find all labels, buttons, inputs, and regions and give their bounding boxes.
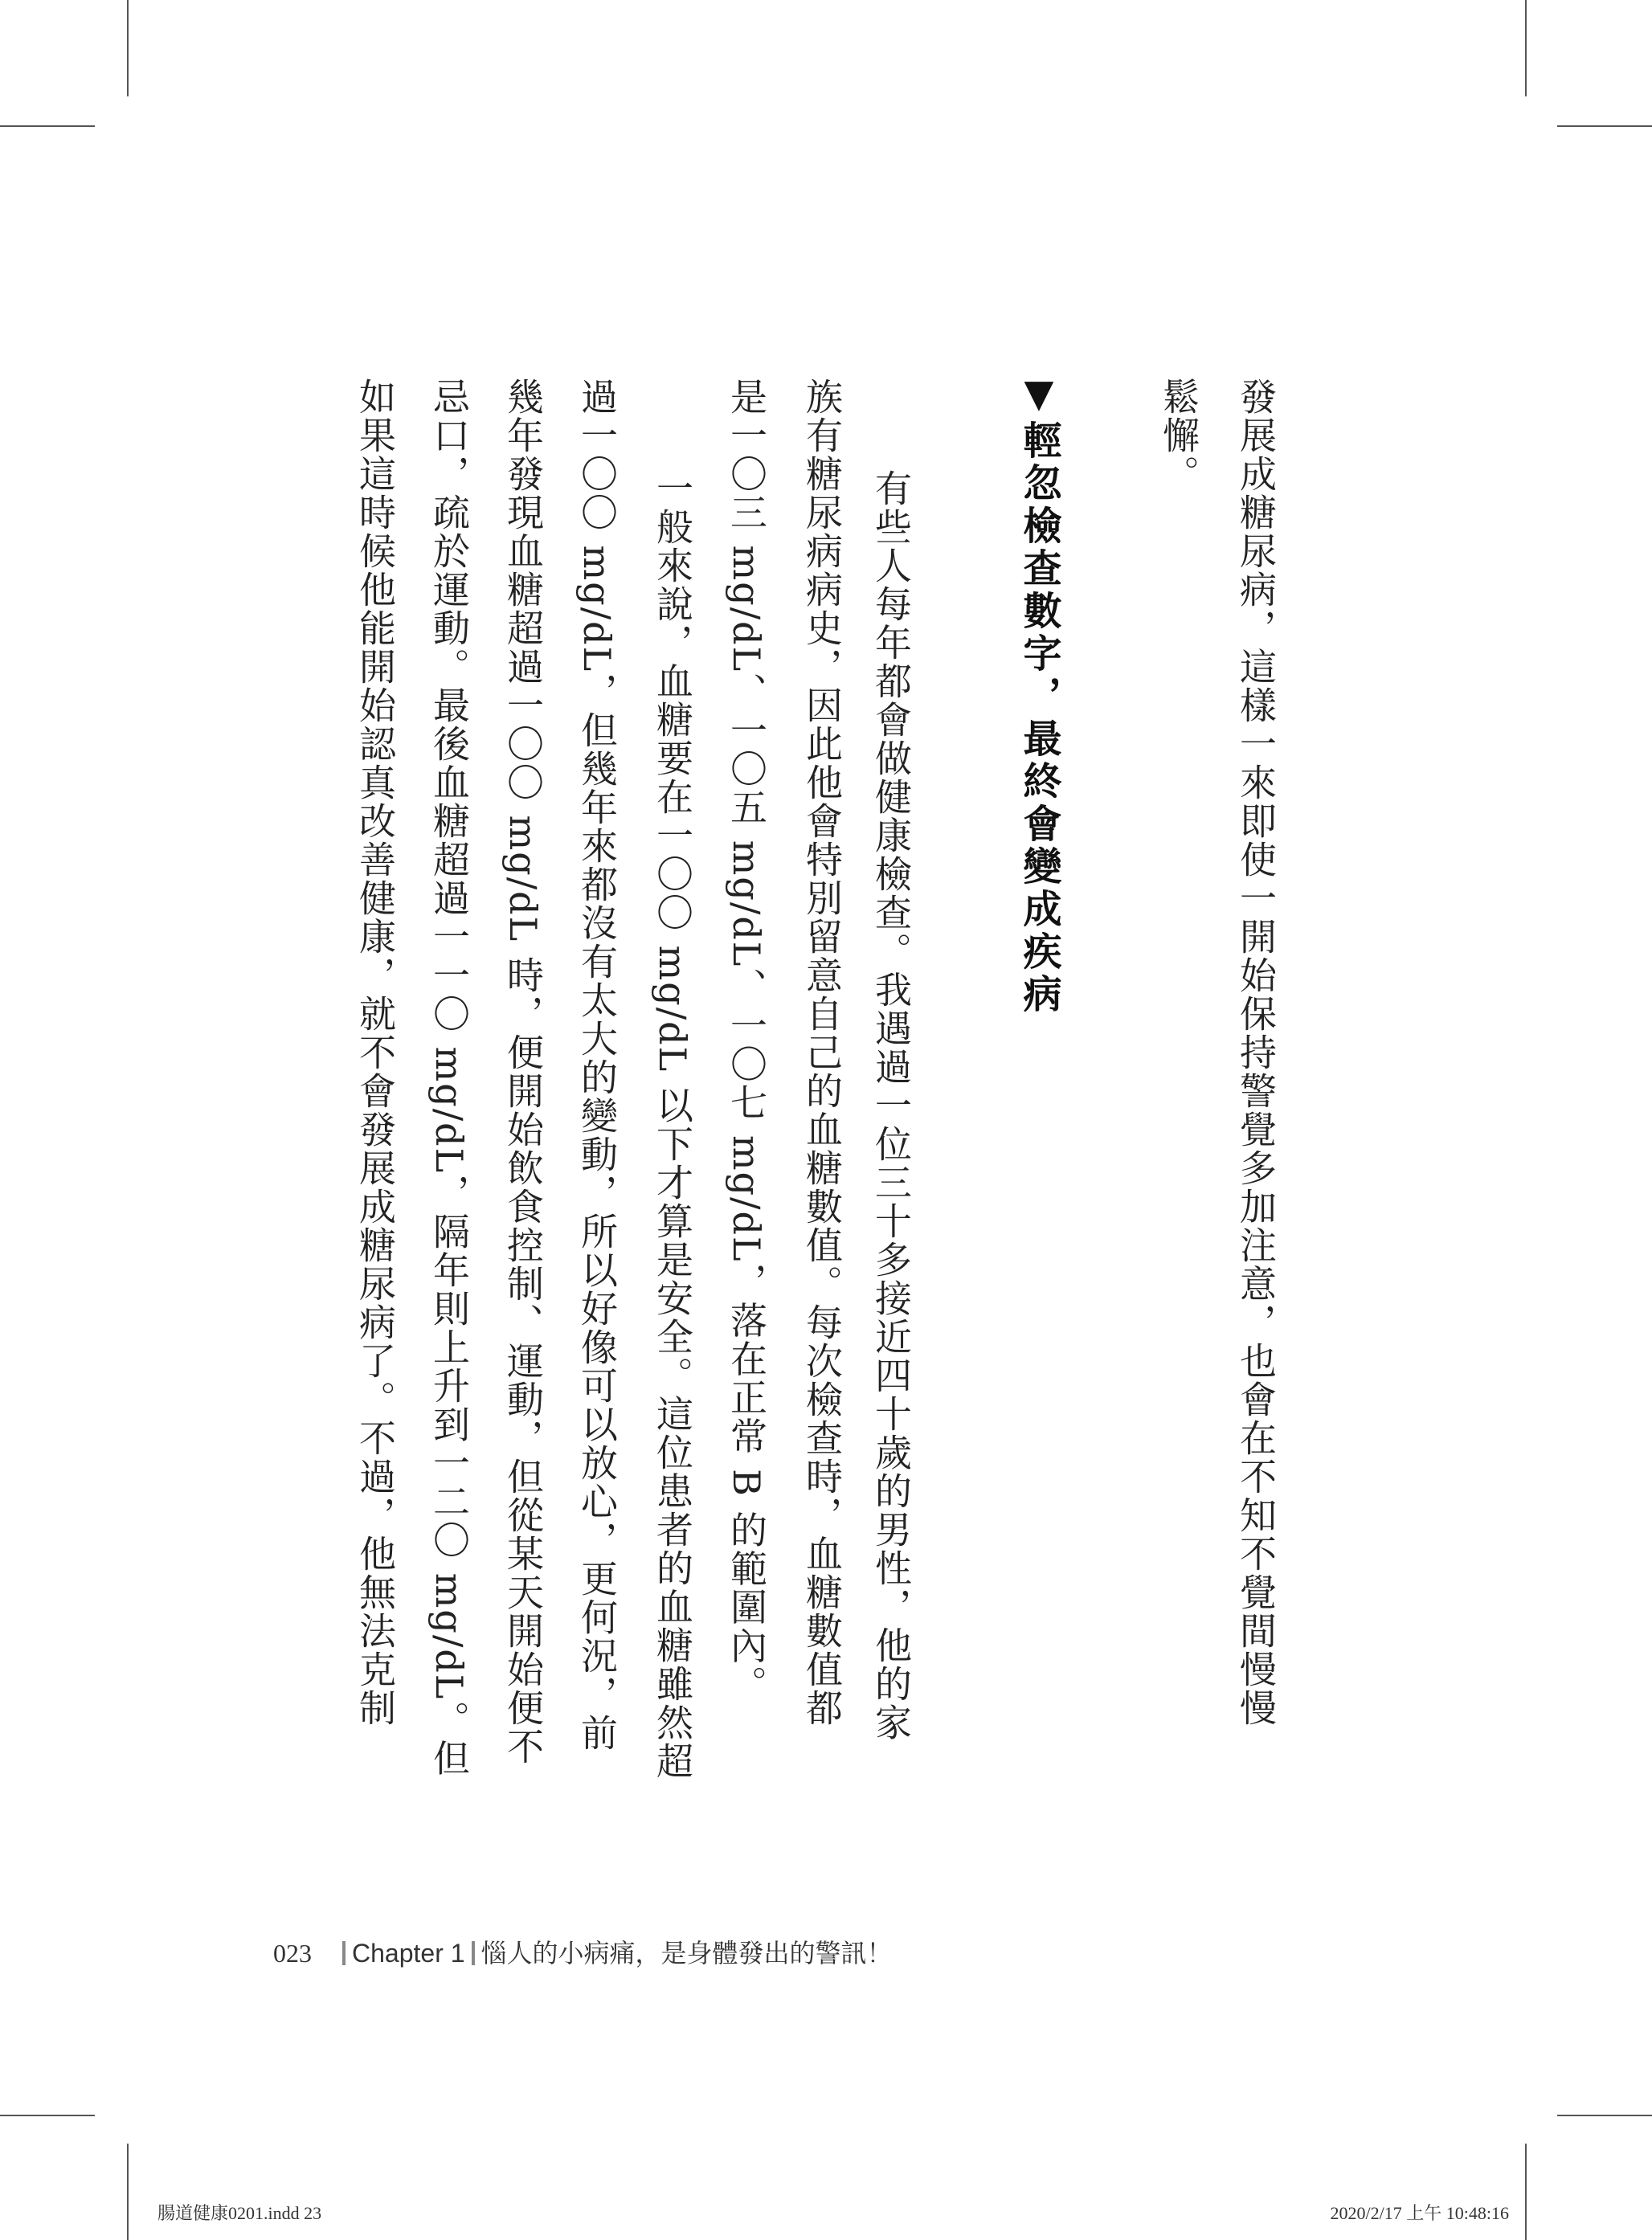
section-heading-text: 輕忽檢查數字，最終會變成疾病 xyxy=(1016,420,1061,1016)
section-heading xyxy=(1016,371,1061,1016)
chapter-title: 惱人的小病痛，是身體發出的警訊！ xyxy=(480,1939,893,1968)
slug-timestamp: 2020/2/17 上午 10:48:16 xyxy=(1330,2203,1509,2223)
page-number: 023 xyxy=(273,1939,312,1968)
slug-file: 腸道健康0201.indd 23 xyxy=(157,2203,322,2223)
crop-mark-top-left-h xyxy=(0,125,95,127)
body-column-9: 忌口，疏於運動。最後血糖超過一一〇 mg/dL，隔年則上升到一二〇 mg/dL。但 xyxy=(427,378,471,1778)
divider-bar xyxy=(472,1941,475,1965)
crop-mark-bottom-right-h xyxy=(1557,2115,1652,2116)
body-column-10: 如果這時候他能開始認真改善健康，就不會發展成糖尿病了。不過，他無法克制 xyxy=(354,378,397,1727)
crop-mark-top-right-h xyxy=(1557,125,1652,127)
crop-mark-bottom-left-h xyxy=(0,2115,95,2116)
body-column-4: 族有糖尿病病史，因此他會特別留意自己的血糖數值。每次檢查時，血糖數值都 xyxy=(800,378,844,1727)
crop-mark-top-right xyxy=(1525,0,1527,96)
crop-mark-bottom-left xyxy=(127,2144,129,2240)
body-column-2: 鬆懈。 xyxy=(1157,378,1200,493)
running-footer xyxy=(273,1933,893,1970)
crop-mark-top-left xyxy=(127,0,129,96)
body-column-3: 有些人每年都會做健康檢查。我遇過一位三十多接近四十歲的男性，他的家 xyxy=(869,469,913,1742)
body-column-5: 是一〇三 mg/dL、一〇五 mg/dL、一〇七 mg/dL，落在正常 B 的範圍內。 xyxy=(725,378,768,1704)
divider-bar xyxy=(342,1941,346,1965)
body-column-7: 過一〇〇 mg/dL，但幾年來都沒有太大的變動，所以好像可以放心，更何況，前 xyxy=(575,378,619,1753)
crop-mark-bottom-right xyxy=(1525,2144,1527,2240)
triangle-marker-icon: ▼ xyxy=(1016,371,1061,420)
body-column-8: 幾年發現血糖超過一〇〇 mg/dL 時，便開始飲食控制、運動，但從某天開始便不 xyxy=(501,378,545,1766)
body-column-6: 一般來說，血糖要在一〇〇 mg/dL 以下才算是安全。這位患者的血糖雖然超 xyxy=(651,469,694,1780)
chapter-label: Chapter 1 xyxy=(352,1939,465,1968)
body-column-1: 發展成糖尿病，這樣一來即使一開始保持警覺多加注意，也會在不知不覺間慢慢 xyxy=(1234,378,1278,1727)
